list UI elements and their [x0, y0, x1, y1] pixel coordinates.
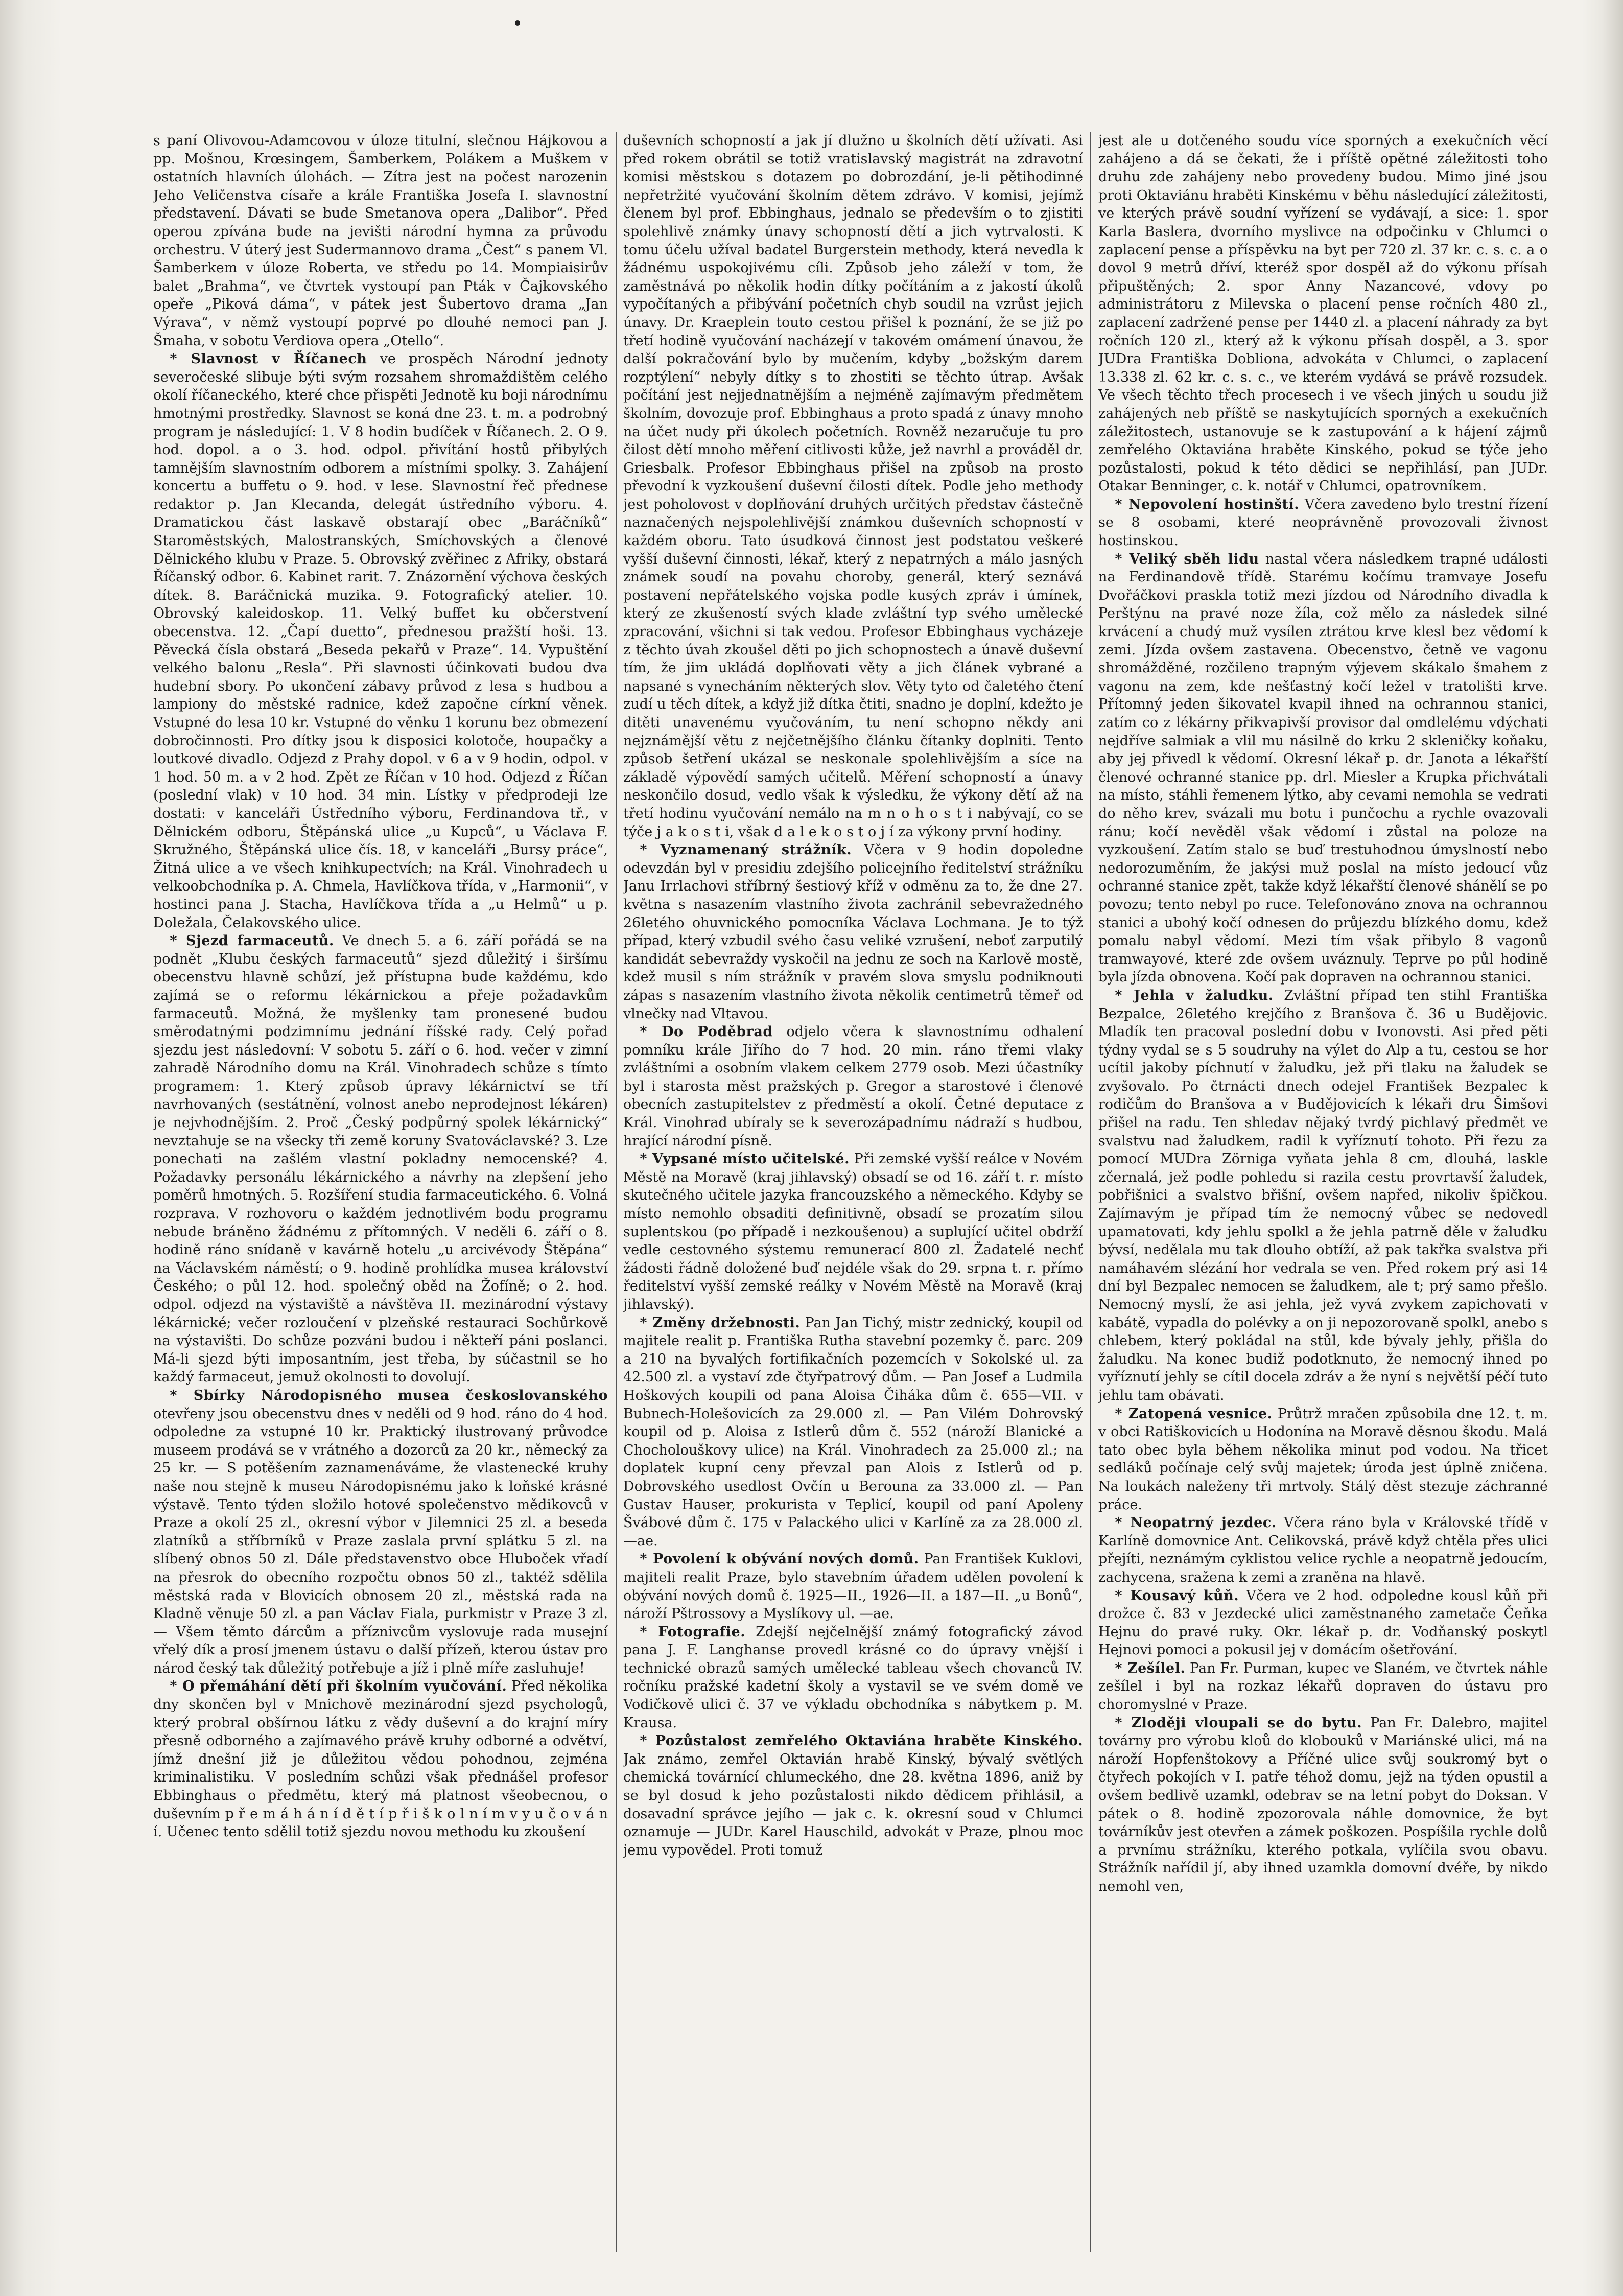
- article-text: Průtrž mračen způsobila dne 12. t. m. v obci Ratiškovicích u Hodonína na Moravě děsnou škodu. Malá tato obec byla během několika minut pod vodou. Na třicet sedláků počínaje celý svůj majetek; úroda jest úplně zničena. Na loukách naleženy tři mrtvoly. Stálý děst stezuje záchranné práce.: [1098, 1405, 1548, 1513]
- article-text: Pan Jan Tichý, mistr zednický, koupil od majitele realit p. Františka Rutha stavební pozemky č. parc. 209 a 210 na byvalých fortifikačních pozemcích v Sokolské ul. za 42.500 zl. a vystaví zde čtyřpatrový dům. — Pan Josef a Ludmila Hoškových koupili od pana Aloisa Čiháka dům č. 655—VII. v Bubnech-Holešovicích za 29.000 zl. — Pan Vilém Dohrovský koupil od p. Aloisa z Istlerů dům č. 552 (nároží Blanické a Chocholouškovy ulice) na Král. Vinohradech za 25.000 zl.; na doplatek kupní ceny převzal pan Alois z Istlerů od p. Dobrovského usedlost Ovčín u Berouna za 33.000 zl. — Pan Gustav Hauser, prokurista v Teplicí, koupil od paní Apoleny Švábové dům č. 175 v Palackého ulici v Karlíně za za 28.000 zl. —ae.: [623, 1315, 1083, 1549]
- article-text: Pan František Kuklovi, majiteli realit Praze, bylo stavebním úřadem udělen povolení k obývání nových domů č. 1925—II., 1926—II. a 187—II. „u Bonů“, nároží Pštrossovy a Myslíkovy ul. —ae.: [623, 1551, 1083, 1622]
- article-headline: * Zatopená vesnice.: [1115, 1405, 1273, 1422]
- article-text: Ve dnech 5. a 6. září pořádá se na podnět „Klubu českých farmaceutů“ sjezd důležitý i širšímu obecenstvu hlavně schůzí, jež přístupna bude každému, kdo zajímá se o reformu lékárnickou a přeje požadavkům farmaceutů. Možná, že myšlenky tam pronesené budou směrodatnými podzimnímu jednání říšské rady. Celý pořad sjezdu jest následovní: V sobotu 5. září o 6. hod. večer v zimní zahradě Národního domu na Král. Vinohradech schůze s tímto programem: 1. Který způsob úpravy lékárnictví se tří navrhovaných (sestátnění, volnost anebo neprodejnost lékáren) je nejvhodnějším. 2. Proč „Český podpůrný spolek lékárnický“ nevztahuje se na všecky tři země koruny Svatováclavské? 3. Lze ponechati na zašlém vlastní pokladny nemocenské? 4. Požadavky personálu lékárnického a návrhy na zlepšení jeho poměrů hmotných. 5. Rozšíření studia farmaceutického. 6. Volná rozprava. V rozhovoru o každém jednotlivém bodu programu nebude bráněno žádnému z přítomných. V neděli 6. září o 8. hodině ráno snídaně v kavárně hotelu „u arcivévody Štěpána“ na Václavském náměstí; o 9. hodině prohlídka musea království Českého; o půl 12. hod. společný oběd na Žofíně; o 2. hod. odpol. odjezd na výstaviště a návštěva II. mezinárodní výstavy lékárnické; večer rozloučení v plzeňské restauraci Sochůrkově na výstavišti. Do schůze pozváni budou i někteří páni poslanci. Má-li sjezd býti imposantním, jest třeba, by súčastnil se ho každý farmaceut, jemuž okolnosti to dovolují.: [153, 933, 608, 1386]
- article-text: Jak známo, zemřel Oktavián hrabě Kinský, bývalý světlých chemická továrnící chlumeckého, dne 28. května 1896, aniž by se byl dosud k jeho pozůstalosti nikdo dědicem přihlásil, a dosavadní správce jejího — jak c. k. okresní soud v Chlumci oznamuje — JUDr. Karel Hauschild, advokát v Praze, plnou moc jemu vypovědel. Proti tomuž: [623, 1751, 1083, 1858]
- article-headline: * Nepovolení hostinští.: [1115, 496, 1300, 512]
- article-headline: * Fotografie.: [640, 1624, 746, 1640]
- article-text: Pan Fr. Purman, kupec ve Slaném, ve čtvrtek náhle zešílel i byl na rozkaz lékařů dopraven do ústavu pro choromyslné v Praze.: [1098, 1660, 1548, 1713]
- article-text: Před několika dny skončen byl v Mnichově mezinárodní sjezd psychologů, který probral obšírnou látku z vědy duševní a do krajní míry přesně odborného a zajímavého právě kruhy odborné a odvětví, jímž dnešní již je důležitou vědou pohodnou, zejména kriminalistiku. V posledním schůzi však přednášel profesor Ebbinghaus o předmětu, který má platnost všeobecnou, o duševním p ř e m á h á n í d ě t í p ř i š k o l n í m v y u č o v á n í. Učenec tento sdělil totiž sjezdu novou methodu ku zkoušení: [153, 1678, 608, 1840]
- article-headline: * Vypsané místo učitelské.: [640, 1151, 850, 1167]
- column-3: [1098, 132, 1548, 2252]
- article-paragraph: [623, 1314, 1083, 1551]
- article-text: Včera v 9 hodin dopoledne odevzdán byl v presidiu zdejšího policejního ředitelství strážníku Janu Irrlachovi stříbrný šestiový kříž v odměnu za to, že dne 27. května s nasazením vlastního života zachránil sebevražedného 26letého ohuvnického pomocníka Václava Lochmana. Je to týž případ, který vzbudil svého času veliké vzrušení, neboť zarputilý kandidát sebevraždy vyskočil na jednu ze soch na Karlově mostě, kdež musil s ním strážník v pravém slova smyslu podniknouti zápas s nasazením vlastního života několik centimetrů těmeř od vlnečky nad Vltavou.: [623, 842, 1083, 1022]
- article-text: jest ale u dotčeného soudu více sporných a exekučních věcí zahájeno a dá se čekati, že i příště opětné záležitosti toho druhu zde zahájeny nebo provedeny budou. Mimo jiné jsou proti Oktaviánu hraběti Kinskému v běhu následující záležitosti, ve kterých právě soudní vyřízení se vydávají, a sice: 1. spor Karla Baslera, dvorního myslivce na odpočinku v Chlumci o zaplacení pense a příspěvku na byt per 720 zl. 37 kr. c. s. c. a o dovol 9 metrů dříví, kteréž spor dospěl až do výkonu přísah připuštěných; 2. spor Anny Nazancové, vdovy po administrátoru z Milevska o placení pense ročních 480 zl., zaplacení zadržené pense per 1440 zl. a placení náhrady za byt ročních 120 zl., který až k výkonu přísah dospěl, a 3. spor JUDra Františka Dobliona, advokáta v Chlumci, o zaplacení 13.338 zl. 62 kr. c. s. c., ve kterém vydává se právě rozsudek. Ve všech těchto třech procesech i ve všech jiných u soudu již zahájených neb příště se naskytujících sporných a exekučních záležitostech, ustanovuje se k zastupování a k hájení zájmů zemřelého Oktaviána hraběte Kinského, pokud se týče jeho pozůstalosti, pokud k této dědici se nepřihlásí, pan JUDr. Otakar Benninger, c. k. notář v Chlumci, opatrovníkem.: [1098, 133, 1548, 495]
- article-text: Včera ve 2 hod. odpoledne kousl kůň při drožce č. 83 v Jezdecké ulici zaměstnaného zametače Čeňka Hejnu do pravé ruky. Okr. lékař p. dr. Vodňanský poskytl Hejnovi pomoci a pokusil jej v domácím ošetřování.: [1098, 1587, 1548, 1658]
- article-headline: * Vyznamenaný strážník.: [640, 842, 852, 858]
- article-paragraph: [623, 132, 1083, 841]
- article-headline: * Kousavý kůň.: [1115, 1587, 1239, 1604]
- article-text: Včera zavedeno bylo trestní řízení se 8 osobami, které neoprávněně provozovali živnost hostinskou.: [1098, 496, 1548, 549]
- page-shadow-right: [1582, 0, 1623, 2296]
- article-paragraph: [1098, 1405, 1548, 1514]
- article-headline: * Pozůstalost zemřelého Oktaviána hraběte Kinského.: [640, 1733, 1083, 1749]
- article-headline: * Slavnost v Říčanech: [170, 351, 367, 367]
- printer-dot: [515, 20, 520, 26]
- article-paragraph: [623, 1150, 1083, 1314]
- article-paragraph: [1098, 1587, 1548, 1659]
- column-rule: [616, 132, 617, 2252]
- article-paragraph: [623, 1550, 1083, 1623]
- article-paragraph: [1098, 1659, 1548, 1714]
- article-text: nastal včera následkem trapné události na Ferdinandově třídě. Starému kočímu tramvaye Josefu Dvořáčkovi praskla totiž mezi jízdou od Národního divadla k Perštýnu na pravé noze žíla, což mělo za následek silné krvácení a chudý muž vysílen ztrátou krve klesl bez vědomí k zemi. Jízda ovšem zastavena. Obecenstvo, četně ve vagonu shromážděné, rozčileno trapným výjevem skákalo šmahem z vagonu na zem, kde nešťastný kočí ležel v tratolišti krve. Přítomný jeden šikovatel kvapil ihned na ochrannou stanici, zatím co z lékárny přikvapivší provisor dal omdlelému vdýchati nejdříve salmiak a vlil mu násilně do krku 2 skleničky koňaku, aby jej přivedl k vědomí. Okresní lékař p. dr. Janota a lékařští členové ochranné stanice pp. drl. Miesler a Krupka přichvátali na místo, stáhli řemenem lýtko, aby cevami nemohla se vedrati do něho krev, svázali mu botu i punčochu a rychle ovazovali ránu; kočí nevěděl však vědomí i zůstal na poloze na vyzkoušení. Zatím stalo se buď trestuhodnou úmyslností nebo nedorozuměním, že jakýsi muž poslal na místo jedoucí vůz ochranné stanice zpět, takže když lékařští členové shánělí se po povozu; tento nebyl po ruce. Telefonováno znova na ochrannou stanici a ubohý kočí odnesen do průjezdu blízkého domu, kdež pomalu nabyl vědomí. Mezi tím však přibylo 8 vagonů tramwayové, které zde ovšem uváznuly. Teprve po půl hodině byla jízda obnovena. Kočí pak dopraven na ochrannou stanici.: [1098, 551, 1548, 986]
- article-text: Při zemské vyšší reálce v Novém Městě na Moravě (kraj jihlavský) obsadí se od 16. září t. r. místo skutečného učitele jazyka francouzského a německého. Kdyby se místo nemohlo obsaditi definitivně, obsadí se prozatím silou suplentskou (po případě i nezkoušenou) a suplující učitel obdrží vedle cestovného sýstemu remunerací 800 zl. Žadatelé nechť žádosti řádně doložené buď nejdéle však do 29. srpna t. r. přímo ředitelství vyšší zemské reálky v Novém Městě na Moravě (kraj jihlavský).: [623, 1151, 1083, 1313]
- column-2: [623, 132, 1083, 2252]
- article-text: duševních schopností a jak jí dlužno u školních dětí užívati. Asi před rokem obrátil se totiž vratislavský magistrát na zdravotní komisi městskou s dotazem po dobrozdání, je-li pětihodinné nepřetržité vyučování školním dětem zdrávo. V komisi, jejímž členem byl prof. Ebbinghaus, jednalo se především o to zjistiti spolehlivě známky únavy schopností dětí a jich vytrvalosti. K tomu účelu užíval badatel Burgerstein methody, která nevedla k žádnému uspokojivému cíli. Způsob jeho záleží v tom, že zaměstnává po několik hodin dítky počítáním a z jakostí úkolů vypočítaných a přibývání početních chyb soudil na vzrůst jejich únavy. Dr. Kraeplein touto cestou přišel k poznání, že se již po třetí hodině vyučování nacházejí v takovém omámení únavou, že další pokračování bylo by mučením, kdyby „božským darem rozptýlení“ nebyly dítky s to zhostiti se těchto útrap. Avšak počítání jest nejjednatnějším a nejméně zajímavým předmětem školním, dovozuje prof. Ebbinghaus a proto spadá z únavy mnoho na účet nudy při úkolech početních. Rovněž nezaručuje tu pro čilost dětí mnoho měření citlivosti kůže, jež navrhl a prováděl dr. Griesbalk. Profesor Ebbinghaus přišel na způsob na prosto převodní k vyzkoušení duševní čilosti dítek. Podle jeho methody jest poholovost v doplňování druhých určitých představ částečně naznačených nejspolehlivější známkou duševních schopností v každém oboru. Tato úsudková činnost jest podstatou veškeré vyšší duševní činnosti, lékař, který z nepatrných a málo jasných známek soudí na povahu choroby, generál, který seznává postavení nepřátelského vojska podle kusých zpráv i úmínek, který ze zkušeností svých klade zvláštní typ svého umělecké zpracování, všichni si tak vedou. Profesor Ebbinghaus vycházeje z těchto úvah zkoušel děti po jich schopnostech a únavě duševní tím, že jim ukládá doplňovati věty a jich článek vybrané a napsané s vynecháním některých slov. Věty tyto od čaletého čtení zudí u těch dítek, a když již dítka čtiti, snadno je doplní, kdežto je ditěti unavenému vyučováním, tu není schopno někdy ani nejznámější větu z nejčetnějšího článku čítanky doplniti. Tento způsob šetření ukázal se neskonale spolehlivějším a síce na základě výpovědí samých učitelů. Měření schopností a únavy neskončilo dosud, vedlo však k výsledku, že výkony dětí až na třetí hodinu vyučování nemálo na m n o h o s t i nabývají, co se týče j a k o s t i, však d a l e k o s t o j í za výkony první hodiny.: [623, 133, 1083, 840]
- article-text: Včera ráno byla v Královské třídě v Karlíně domovnice Ant. Celikovská, právě když chtěla přes ulici přejíti, neznámým cyklistou velice rychle a neopatrně jedoucím, zachycena, sražena k zemi a zraněna na hlavě.: [1098, 1515, 1548, 1585]
- article-paragraph: [1098, 496, 1548, 550]
- article-headline: * Jehla v žaludku.: [1115, 987, 1274, 1003]
- article-text: Zdejší nejčelnější známý fotografický závod pana J. F. Langhanse provedl krásné co do úpravy vnější i technické obrazů samých umělecké tableau všech chovanců IV. ročníku pražské kadetní školy a vystavil se ve svém domě ve Vodičkově ulici č. 37 ve výkladu obchodníka s nábytkem p. M. Krausa.: [623, 1624, 1083, 1731]
- article-headline: * O přemáhání dětí při školním vyučování.: [170, 1678, 507, 1695]
- article-text: otevřeny jsou obecenstvu dnes v neděli od 9 hod. ráno do 4 hod. odpoledne za vstupné 10 kr. Praktický ilustrovaný průvodce museem prodává se v vrátného a dozorců za 20 kr., německý za 25 kr. — S potěšením zaznamenáváme, že vlastenecké kruhy naše nou stejně k museu Národopisnému jako k loňské krásné výstavě. Tento týden složilo hotové společenstvo mědikovců v Praze a okolí 25 zl., okresní výbor v Jilemnici 25 zl. a beseda zlatníků a stříbrníků v Praze zaslala první splátku 5 zl. na slíbený obnos 50 zl. Dále představenstvo obce Hluboček vřadí na přesrok do obecního rozpočtu obnos 50 zl., taktéž sdělila městská rada v Blovicích obnosem 20 zl., městská rada na Kladně věnuje 50 zl. a pan Václav Fiala, purkmistr v Praze 3 zl. — Všem těmto dárcům a příznivcům vyslovuje rada musejní vřelý dík a prosí jmenem ústavu o další přízeň, kterou ústav pro národ český tak důležitý potřebuje a jíž i plně míře zasluhuje!: [153, 1405, 608, 1676]
- article-headline: * Veliký sběh lidu: [1115, 551, 1259, 567]
- article-paragraph: [153, 1387, 608, 1678]
- page-shadow-left: [0, 0, 61, 2296]
- column-rule: [1090, 132, 1091, 2252]
- article-paragraph: [1098, 1514, 1548, 1586]
- article-headline: * Povolení k obývání nových domů.: [640, 1551, 919, 1567]
- article-headline: * Do Poděbrad: [640, 1024, 773, 1040]
- article-headline: * Sjezd farmaceutů.: [170, 933, 334, 949]
- article-paragraph: [623, 1732, 1083, 1859]
- article-text: odjelo včera k slavnostnímu odhalení pomníku krále Jiřího do 7 hod. 20 min. ráno třemi vlaky zvláštními a osobním vlakem celkem 2779 osob. Mezi účastníky byl i starosta měst pražských p. Gregor a starostové i členové obecních zastupitelstev z předměstí a okolí. Četné deputace z Král. Vinohrad ubíraly se k severozápadnímu nádraží s hudbou, hrající národní písně.: [623, 1024, 1083, 1149]
- article-text: Zvláštní případ ten stihl Františka Bezpalce, 26letého krejčího z Branšova č. 36 u Budějovic. Mladík ten pracoval poslední dobu v Ivonovsti. Asi před pěti týdny vydal se s 5 soudruhy na výlet do Alp a tu, cestou se hor ucítil jakoby píchnutí v žaludku, jež při tlaku na žaludek se zvyšovalo. Po čtrnácti dnech odejel František Bezpalec k rodičům do Branšova a v Budějovicích k lékaři dru Šimšovi přišel na radu. Ten shledav nějaký tvrdý pichlavý předmět ve svalstvu nad žaludkem, radil k vyříznutí tohoto. Při řezu za pomocí MUDra Zörniga vyňata jehla 8 cm, dlouhá, laskle zčernalá, jež podle pohledu si razila cestu provrtavší žaludek, pobřišnici a svalstvo břišní, ovšem napřed, nikoliv špičkou. Zajímavým je případ tím že nemocný vůbec se nedovedl upamatovati, kdy jehlu spolkl a že jehla patrně děle v žaludku bývsí, nedělala mu tak dlouho obtíží, až pak takřka svalstva při namáhavém slézání hor vedrala se ven. Před rokem prý asi 14 dní byl Bezpalec nemocen se žaludkem, ale t; prý samo přešlo. Nemocný myslí, že asi jehla, jež vyvá zvykem zapichovati v kabátě, vypadla do polévky a on ji nepozorovaně spolkl, anebo s chlebem, který pokládal na stůl, kde bývaly jehly, přišla do žaludku. Na konec budiž podotknuto, že nemocný ihned po vyříznutí jehly se cítil docela zdráv a že nyní s největší péčí tuto jehlu tam obávati.: [1098, 987, 1548, 1403]
- article-headline: * Neopatrný jezdec.: [1115, 1515, 1277, 1531]
- article-paragraph: [1098, 132, 1548, 496]
- article-paragraph: [623, 841, 1083, 1023]
- article-headline: * Změny držebnosti.: [640, 1315, 801, 1331]
- column-1: [153, 132, 608, 2252]
- article-paragraph: [623, 1023, 1083, 1150]
- article-headline: * Sbírky Národopisného musea českoslovanského: [170, 1387, 608, 1403]
- article-headline: * Zloději vloupali se do bytu.: [1115, 1715, 1362, 1731]
- article-paragraph: [153, 932, 608, 1387]
- article-paragraph: [153, 350, 608, 932]
- article-text: Pan Fr. Dalebro, majitel továrny pro výrobu kloů do klobouků v Mariánské ulici, má na nároží Hopfenštokovy a Příčné ulice svůj soukromý byt o čtyřech pokojích v I. patře téhož domu, jejž na týden opustil a ovšem bedlivě uzamkl, odebrav se na letní pobyt do Doksan. V pátek o 8. hodině zpozorovala náhle domovnice, že byt továrníkův jest otevřen a zámek poškozen. Pospíšila rychle dolů a prvnímu strážníku, kterého potkala, vylíčila svou obavu. Strážník nařídil jí, aby ihned uzamkla domovní dvéře, by nikdo nemohl ven,: [1098, 1715, 1548, 1894]
- article-paragraph: [1098, 550, 1548, 987]
- article-paragraph: [153, 132, 608, 350]
- article-paragraph: [1098, 1714, 1548, 1896]
- article-paragraph: [153, 1677, 608, 1841]
- article-paragraph: [623, 1623, 1083, 1732]
- article-text: ve prospěch Národní jednoty severočeské slibuje býti svým rozsahem shromaždištěm celého okolí říčaneckého, které chce přispěti Jednotě ku boji národnímu hmotnými prostředky. Slavnost se koná dne 23. t. m. a podrobný program je následující: 1. V 8 hodin budíček v Říčanech. 2. O 9. hod. dopol. a o 3. hod. odpol. přivítání hostů přibylých tamnějším slavnostním odborem a místními spolky. 3. Zahájení koncertu a buffetu o 9. hod. v lese. Slavnostní řeč přednese redaktor p. Jan Klecanda, delegát ústředního výboru. 4. Dramatickou část laskavě obstarají obec „Baráčníků“ Staroměstských, Malostranských, Smíchovských a členové Dělnického klubu v Praze. 5. Obrovský zvěřinec z Afriky, obstará Říčanský odbor. 6. Kabinet rarit. 7. Znázornění výchova českých dítek. 8. Baráčnická muzika. 9. Fotografický atelier. 10. Obrovský kaleidoskop. 11. Velký buffet ku občerstvení obecenstva. 12. „Čapí duetto“, přednesou pražští hoši. 13. Pěvecká čísla obstará „Beseda pekařů v Praze“. 14. Vypuštění velkého balonu „Resla“. Při slavnosti účinkovati budou dva hudební sbory. Po ukončení zábavy průvod z lesa s hudbou a lampiony do městské radnice, kdež započne církní věnek. Vstupné do lesa 10 kr. Vstupné do věnku 1 korunu bez obmezení dobročinnosti. Pro dítky jsou k disposici kolotoče, houpačky a loutkové divadlo. Odjezd z Prahy dopol. v 6 a v 9 hodin, odpol. v 1 hod. 50 m. a v 2 hod. Zpět ze Říčan v 10 hod. Odjezd z Říčan (poslední vlak) v 10 hod. 34 min. Lístky v předprodeji lze dostati: v kanceláři Ústředního výboru, Ferdinandova tř., v Dělnickém odboru, Štěpánská ulice „u Kupců“, u Václava F. Skružného, Štěpánská ulice čís. 18, v kanceláři „Bursy práce“, Žitná ulice a ve všech knihkupectvích; na Král. Vinohradech u velkoobchodníka p. A. Chmela, Havlíčkova třída, v „Harmonii“, v hostinci pana J. Stacha, Havlíčkova třída a „u Helmů“ u p. Doležala, Čelakovského ulice.: [153, 351, 608, 931]
- article-paragraph: [1098, 987, 1548, 1405]
- text-columns: [153, 132, 1548, 2252]
- article-headline: * Zešílel.: [1115, 1660, 1186, 1676]
- article-text: s paní Olivovou-Adamcovou v úloze titulní, slečnou Hájkovou a pp. Mošnou, Krœsingem, Šamberkem, Polákem a Muškem v ostatních hlavních úlohách. — Zítra jest na počest narozenin Jeho Veličenstva císaře a krále Františka Josefa I. slavnostní představení. Dávati se bude Smetanova opera „Dalibor“. Před operou zpívána bude na jevišti národní hymna za průvodu orchestru. V úterý jest Sudermannovo drama „Čest“ s panem Vl. Šamberkem v úloze Roberta, ve středu po 14. Mompiaisirův balet „Brahma“, ve čtvrtek vystoupí pan Pták v Čajkovského opeře „Piková dáma“, v pátek jest Šubertovo drama „Jan Výrava“, v němž vystoupí poprvé po dlouhé nemoci pan J. Šmaha, v sobotu Verdiova opera „Otello“.: [153, 133, 608, 349]
